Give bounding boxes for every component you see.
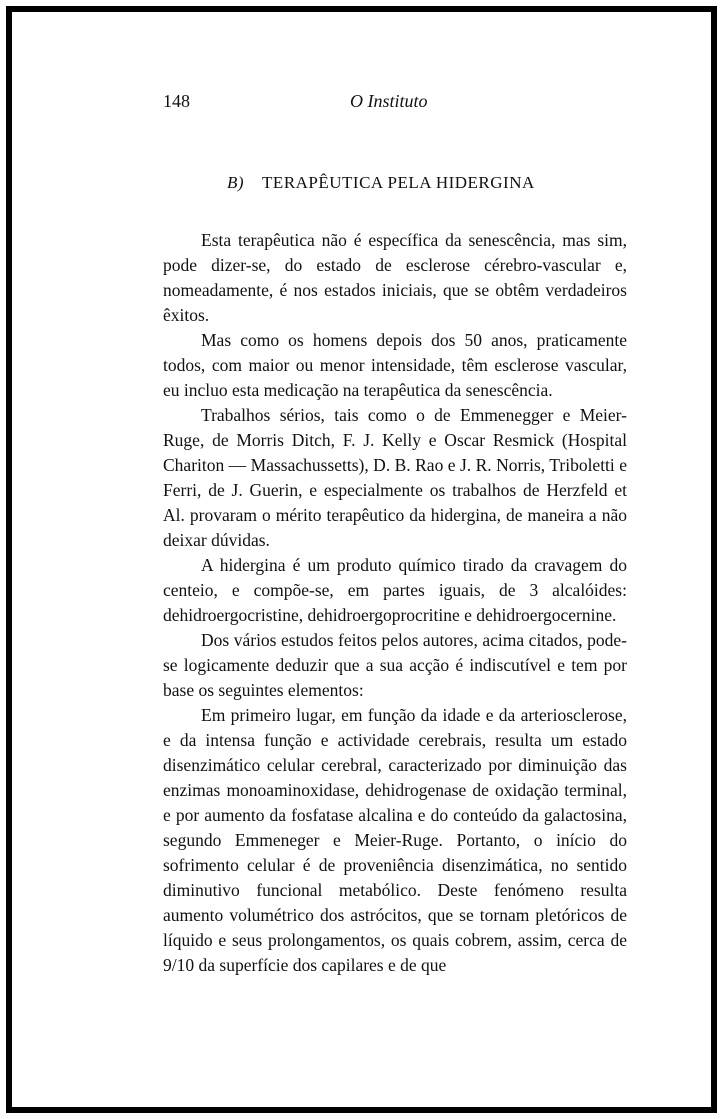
paragraph: Em primeiro lugar, em função da idade e da arteriosclerose, e da intensa função e actividade cerebrais, resulta um estado disenzimático celular cerebral, caracterizado por diminuição das enzimas monoaminoxidase, dehidrogenase de oxidação terminal, e por aumento da fosfatase alcalina e do conteúdo da galactosina, segundo Emmeneger e Meier-Ruge. Portanto, o início do sofrimento celular é de proveniência disenzimática, no sentido diminutivo funcional metabólico. Deste fenómeno resulta aumento volumétrico dos astrócitos, que se tornam pletóricos de líquido e seus prolongamentos, os quais cobrem, assim, cerca de 9/10 da superfície dos capilares e de que [163,705,627,975]
paragraph: Esta terapêutica não é específica da senescência, mas sim, pode dizer-se, do estado de esclerose cérebro-vascular e, nomeadamente, é nos estados iniciais, que se obtêm verdadeiros êxitos. [163,230,627,325]
body-text [163,228,627,978]
section-label: B) [227,173,245,192]
page-header [163,91,627,117]
section-title: TERAPÊUTICA PELA HIDERGINA [262,173,535,192]
paragraph: Mas como os homens depois dos 50 anos, praticamente todos, com maior ou menor intensidade, têm esclerose vascular, eu incluo esta medicação na terapêutica da senescência. [163,330,627,400]
paragraph: Trabalhos sérios, tais como o de Emmenegger e Meier-Ruge, de Morris Ditch, F. J. Kelly e Oscar Resmick (Hospital Chariton — Massachussetts), D. B. Rao e J. R. Norris, Triboletti e Ferri, de J. Guerin, e especialmente os trabalhos de Herzfeld et Al. provaram o mérito terapêutico da hidergina, de maneira a não deixar dúvidas. [163,405,627,550]
running-title: O Instituto [350,91,428,111]
section-heading [227,173,535,193]
paragraph: A hidergina é um produto químico tirado da cravagem do centeio, e compõe-se, em partes iguais, de 3 alcalóides: dehidroergocristine, dehidroergoprocritine e dehidroergocernine. [163,555,627,625]
paragraph: Dos vários estudos feitos pelos autores, acima citados, pode-se logicamente deduzir que a sua acção é indiscutível e tem por base os seguintes elementos: [163,630,627,700]
page-number: 148 [163,91,190,111]
